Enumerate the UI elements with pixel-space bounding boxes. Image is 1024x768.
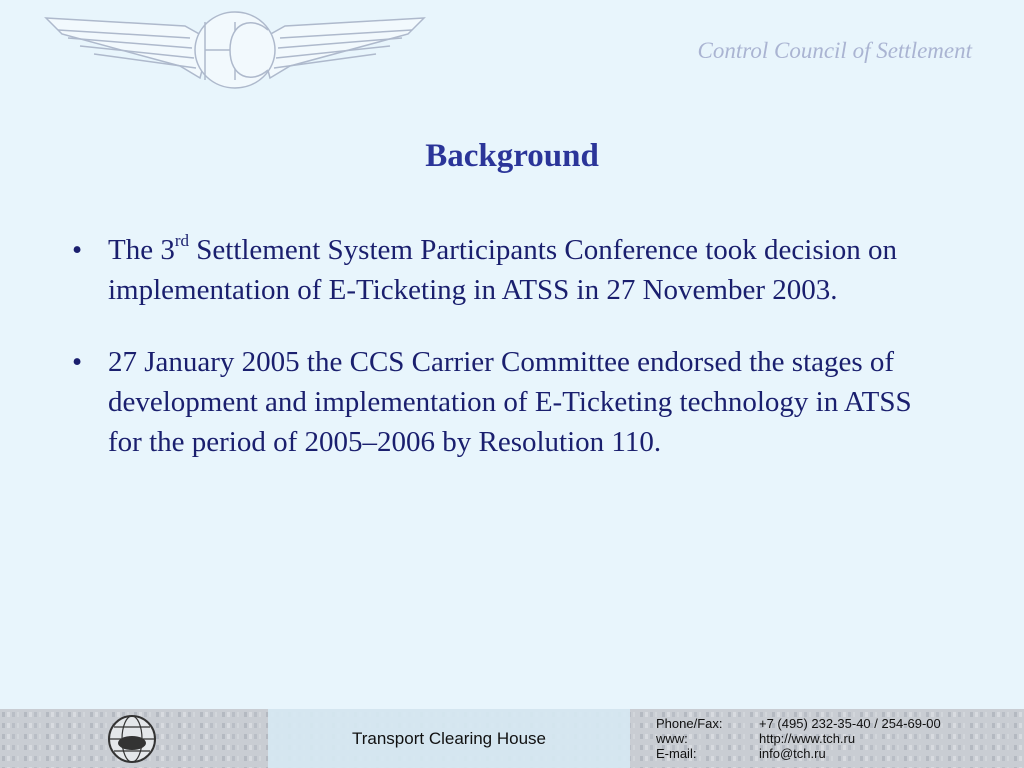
contact-value[interactable]: info@tch.ru: [759, 746, 826, 761]
company-name: Transport Clearing House: [351, 728, 546, 748]
contact-label: www:: [656, 731, 688, 746]
contact-row-email: [656, 746, 941, 761]
winged-hc-emblem-icon: [40, 8, 430, 94]
bullet-text: 27 January 2005 the CCS Carrier Committee endorsed the stages of development and implementation of E-Ticketing technology in ATSS for the period of 2005–2006 by Resolution 110.: [108, 346, 912, 458]
footer-bar: [0, 709, 1024, 768]
organization-name: Control Council of Settlement: [697, 38, 972, 63]
bullet-text-start: The 3: [108, 234, 175, 266]
ordinal-superscript: rd: [174, 231, 190, 251]
bullet-marker: •: [72, 234, 83, 266]
company-name-box: [268, 709, 630, 768]
contact-row-www: [656, 731, 941, 746]
contact-value: +7 (495) 232-35-40 / 254-69-00: [759, 716, 941, 731]
contact-row-phone: [656, 716, 941, 731]
bullet-text-rest: Settlement System Participants Conference took decision on implementation of E-Ticketing in ATSS in 27 November 2003.: [108, 234, 897, 306]
contact-label: E-mail:: [656, 746, 697, 761]
tch-globe-emblem-icon: [106, 713, 158, 765]
bullet-list: [72, 230, 922, 494]
bullet-item: [72, 230, 922, 310]
contact-value[interactable]: http://www.tch.ru: [759, 731, 856, 746]
contact-info: [656, 716, 941, 761]
slide-title: Background: [425, 138, 599, 174]
contact-label: Phone/Fax:: [656, 716, 723, 731]
bullet-marker: •: [72, 346, 83, 378]
bullet-item: [72, 342, 922, 462]
